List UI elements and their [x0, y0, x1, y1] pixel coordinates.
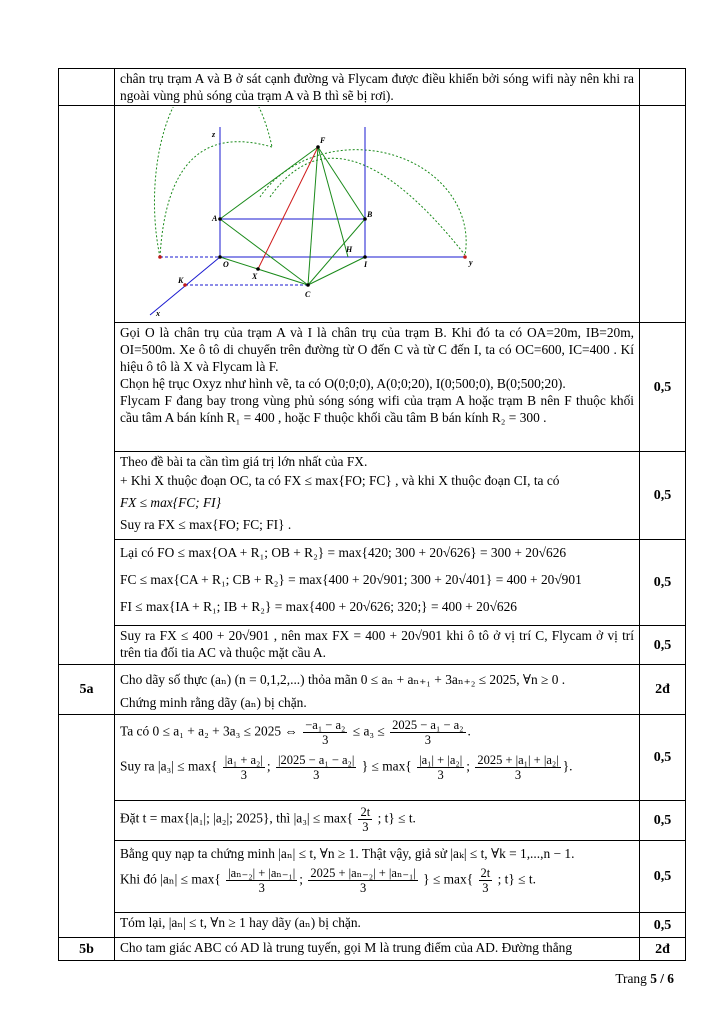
frac-num: 2025 + |aₙ₋₂| + |aₙ₋₁| [310, 866, 416, 880]
line: Suy ra FX ≤ max{FO; FC; FI} . [120, 517, 292, 532]
frac-den: 3 [322, 733, 329, 747]
cell-score: 0,5 [640, 801, 686, 841]
cell-score: 0,5 [640, 841, 686, 913]
fig-label: y [469, 258, 473, 267]
segment-bc [308, 219, 365, 285]
sphere-top-b [270, 158, 465, 255]
line: FI ≤ max{IA + R₁; IB + R₂} = max{400 + 20√626; 320;} = 400 + 20√626 [120, 599, 517, 614]
segment-fa [220, 147, 318, 219]
frac-num: −a₁ − a₂ [305, 718, 346, 732]
line: Lại có FO ≤ max{OA + R₁; OB + R₂} = max{420; 300 + 20√626} = 300 + 20√626 [120, 545, 567, 560]
geometry-figure [120, 107, 632, 317]
fig-label: I [364, 260, 368, 269]
fig-label: K [178, 276, 184, 285]
frac-num: |a₁| + |a₂| [419, 753, 463, 767]
cell-label [59, 106, 115, 665]
cell-score [640, 106, 686, 323]
fig-label: C [305, 290, 311, 299]
cell-score: 0,5 [640, 626, 686, 665]
frac-den: 3 [482, 881, 489, 895]
text: ; t} ≤ t. [377, 810, 416, 826]
frac-den: 3 [359, 881, 367, 895]
frac-num: 2025 − a₁ − a₂ [392, 718, 464, 732]
cell-score [640, 69, 686, 106]
line: Cho dãy số thực (aₙ) (n = 0,1,2,...) thỏa mãn 0 ≤ aₙ + aₙ₊₁ + 3aₙ₊₂ ≤ 2025, ∀n ≥ 0 . [120, 672, 566, 687]
cell-label [59, 715, 115, 938]
answer-table [58, 68, 674, 961]
row-text [115, 452, 640, 540]
line: Flycam F đang bay trong vùng phủ sóng sóng wifi của trạm A hoặc trạm B nên F thuộc khối cầu tâm A bán kính R₁ = 400 , hoặc F thuộc khối cầu tâm B bán kính R₂ = 300 . [120, 393, 634, 425]
text: Ta có 0 ≤ a₁ + a₂ + 3a₃ ≤ 2025 ⇔ [120, 723, 298, 739]
fig-label: B [367, 210, 373, 219]
frac-den: 3 [313, 768, 320, 782]
line: Bằng quy nạp ta chứng minh |aₙ| ≤ t, ∀n ≥ 1. Thật vậy, giả sử |aₖ| ≤ t, ∀k = 1,...,n − 1. [120, 846, 575, 861]
cell-score: 0,5 [640, 452, 686, 540]
line: Chứng minh rằng dãy (aₙ) bị chặn. [120, 695, 307, 710]
row-text: Suy ra FX ≤ 400 + 20√901 , nên max FX = 400 + 20√901 khi ô tô ở vị trí C, Flycam ở vị trí trên tia đối tia AC và thuộc mặt cầu A. [115, 626, 640, 665]
footer-prefix: Trang [615, 971, 647, 986]
row-text: Bằng quy nạp ta chứng minh |aₙ| ≤ t, ∀n ≥ 1. Thật vậy, giả sử |aₖ| ≤ t, ∀k = 1,...,n − 1. Khi đó |aₙ| ≤ max{ $\frac{\text{|aₙ₋₂| + |aₙ₋₁|}}{3}$ ; $\frac{\text{2025 + |aₙ₋₂| + |aₙ₋₁|}}{3}$ } ≤ max{ $\frac{2t}{3}$ ; t} ≤ t. [115, 841, 640, 913]
line: FX ≤ max{FC; FI} [120, 495, 221, 510]
line: Chọn hệ trục Oxyz như hình vẽ, ta có O(0;0;0), A(0;0;20), I(0;500;0), B(0;500;20). [120, 376, 566, 391]
text: ; t} ≤ t. [497, 871, 536, 887]
segment-fh [318, 147, 348, 257]
segment-ac [220, 219, 308, 285]
segment-fb [318, 147, 365, 219]
cell-score: 2đ [640, 938, 686, 961]
frac-num: 2t [360, 805, 371, 819]
frac-den: 3 [424, 733, 431, 747]
fig-label: H [346, 245, 353, 254]
segment-fx [258, 147, 318, 269]
figure-cell [115, 106, 640, 323]
segment-oc [220, 257, 308, 285]
fig-label: z [212, 130, 216, 139]
text: } ≤ max{ [361, 758, 412, 774]
fig-label: O [223, 260, 229, 269]
cell-label: 5a [59, 665, 115, 715]
row-text [115, 801, 640, 841]
line: + Khi X thuộc đoạn OC, ta có FX ≤ max{FO; FC} , và khi X thuộc đoạn CI, ta có [120, 473, 560, 488]
line: FC ≤ max{CA + R₁; CB + R₂} = max{400 + 20√901; 300 + 20√401} = 400 + 20√901 [120, 572, 582, 587]
cell-score: 0,5 [640, 715, 686, 801]
row-text [115, 323, 640, 452]
row-text: Cho tam giác ABC có AD là trung tuyến, gọi M là trung điểm của AD. Đường thẳng [115, 938, 640, 961]
fig-label: A [212, 214, 218, 223]
row-text: Tóm lại, |aₙ| ≤ t, ∀n ≥ 1 hay dãy (aₙ) bị chặn. [115, 913, 640, 938]
cell-score: 0,5 [640, 540, 686, 626]
frac-num: |aₙ₋₂| + |aₙ₋₁| [228, 866, 296, 880]
text: Đặt t = max{|a₁|; |a₂|; 2025}, thì |a₃| ≤ max{ [120, 810, 354, 826]
page-footer [615, 971, 674, 987]
row-text: chân trụ trạm A và B ở sát cạnh đường và Flycam được điều khiển bởi sóng wifi này nên khi ra ngoài vùng phủ sóng của trạm A và B thì sẽ bị rơi). [115, 69, 640, 106]
sphere-top-a [160, 142, 272, 257]
fig-label: X [252, 272, 258, 281]
frac-den: 3 [437, 768, 444, 782]
cell-score: 0,5 [640, 323, 686, 452]
fig-label: F [320, 136, 326, 145]
frac-den: 3 [258, 881, 265, 895]
frac-den: 3 [514, 768, 522, 782]
frac-den: 3 [362, 820, 369, 834]
fig-label: x [156, 309, 160, 317]
segment-ci [308, 257, 365, 285]
cell-label [59, 69, 115, 106]
frac-num: |a₁ + a₂| [224, 753, 263, 767]
frac-den: 3 [240, 768, 247, 782]
line: Theo đề bài ta cần tìm giá trị lớn nhất của FX. [120, 454, 368, 469]
frac-num: 2t [480, 866, 491, 880]
row-text [115, 665, 640, 715]
row-text: Ta có 0 ≤ a₁ + a₂ + 3a₃ ≤ 2025 ⇔ $\frac{\text{−a₁ − a₂}}{3}$ ≤ a₃ ≤ $\frac{\text{2025 − a₁ − a₂}}{3}$ . Suy ra |a₃| ≤ max{ $\frac{\text{|a₁ + a₂|}}{3}$ ; $\frac{\text{|2025 − a₁ − a₂|}}{3}$ } ≤ max{ $\frac{\text{|a₁| + |a₂|}}{3}$ ; $\frac{\text{2025 + |a₁| + |a₂|}}{3}$ }. [115, 715, 640, 801]
text: Suy ra |a₃| ≤ max{ [120, 758, 218, 774]
text: ≤ a₃ ≤ [352, 723, 385, 739]
text: } ≤ max{ [423, 871, 474, 887]
cell-label: 5b [59, 938, 115, 961]
page-number: 5 / 6 [650, 971, 674, 986]
cell-score: 2đ [640, 665, 686, 715]
segment-fc [308, 147, 318, 285]
frac-num: 2025 + |a₁| + |a₂| [477, 753, 559, 767]
row-text [115, 540, 640, 626]
line: Gọi O là chân trụ của trạm A và I là chân trụ của trạm B. Khi đó ta có OA=20m, IB=20m, OI=500m. Xe ô tô di chuyển trên đường từ O đến C và từ C đến I, ta có OC=600, IC=400 . Kí hiệu ô tô là X và Flycam là F. [120, 325, 634, 374]
frac-num: |2025 − a₁ − a₂| [278, 753, 355, 767]
cell-score: 0,5 [640, 913, 686, 938]
text: Khi đó |aₙ| ≤ max{ [120, 871, 221, 887]
